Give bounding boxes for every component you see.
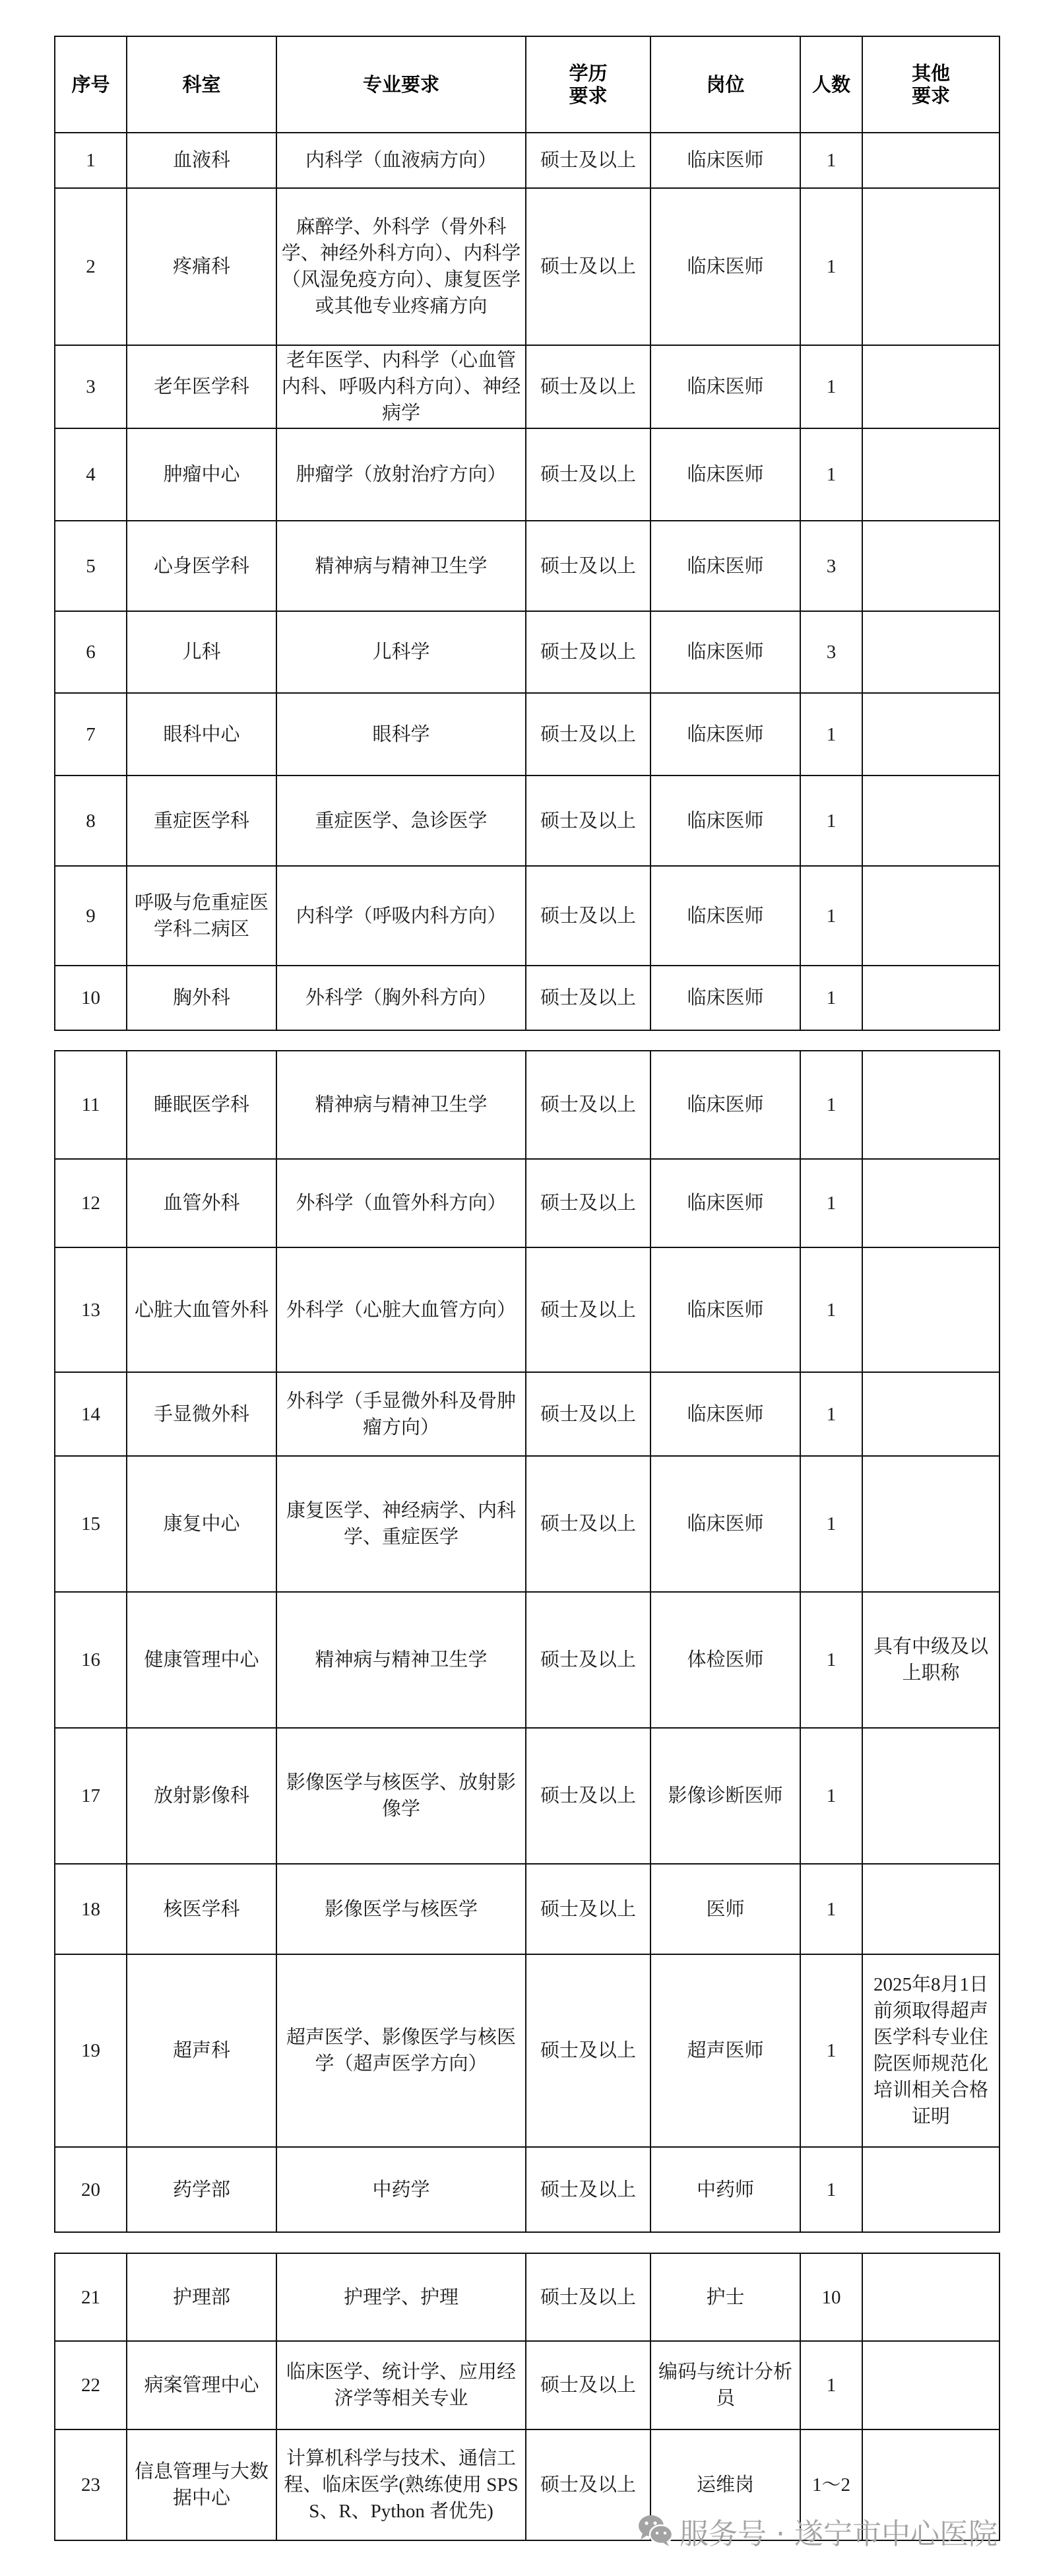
- header-post: 岗位: [650, 36, 800, 133]
- cell-seq: 17: [55, 1728, 127, 1864]
- cell-seq: 4: [55, 428, 127, 521]
- cell-seq: 9: [55, 866, 127, 966]
- cell-seq: 5: [55, 521, 127, 611]
- cell-count: 1: [800, 1864, 862, 1954]
- cell-other: [862, 1247, 999, 1372]
- cell-other: [862, 1372, 999, 1456]
- cell-major: 临床医学、统计学、应用经济学等相关专业: [276, 2341, 526, 2429]
- cell-major: 精神病与精神卫生学: [276, 1592, 526, 1728]
- cell-seq: 18: [55, 1864, 127, 1954]
- cell-edu: 硕士及以上: [526, 2429, 650, 2540]
- cell-count: 3: [800, 611, 862, 693]
- header-education-line2: 要求: [569, 84, 608, 107]
- cell-count: 1: [800, 133, 862, 188]
- cell-major: 肿瘤学（放射治疗方向）: [276, 428, 526, 521]
- cell-post: 体检医师: [650, 1592, 800, 1728]
- cell-major: 外科学（手显微外科及骨肿瘤方向）: [276, 1372, 526, 1456]
- cell-edu: 硕士及以上: [526, 428, 650, 521]
- cell-count: 1: [800, 866, 862, 966]
- table-row: [55, 2341, 999, 2429]
- cell-other: [862, 1159, 999, 1247]
- cell-post: 编码与统计分析员: [650, 2341, 800, 2429]
- cell-seq: 12: [55, 1159, 127, 1247]
- cell-seq: 16: [55, 1592, 127, 1728]
- cell-other: [862, 428, 999, 521]
- cell-other: [862, 1456, 999, 1592]
- cell-major: 麻醉学、外科学（骨外科学、神经外科方向）、内科学（风湿免疫方向）、康复医学或其他专业疼痛方向: [276, 188, 526, 345]
- cell-post: 临床医师: [650, 1247, 800, 1372]
- cell-post: 护士: [650, 2253, 800, 2341]
- header-dept: 科室: [127, 36, 276, 133]
- cell-dept: 核医学科: [127, 1864, 276, 1954]
- table-row: [55, 1728, 999, 1864]
- table-row: [55, 1864, 999, 1954]
- cell-dept: 儿科: [127, 611, 276, 693]
- watermark: [637, 2513, 998, 2556]
- cell-major: 护理学、护理: [276, 2253, 526, 2341]
- cell-seq: 6: [55, 611, 127, 693]
- cell-post: 临床医师: [650, 1159, 800, 1247]
- cell-edu: 硕士及以上: [526, 2147, 650, 2232]
- cell-edu: 硕士及以上: [526, 345, 650, 428]
- watermark-account-name: 遂宁市中心医院: [794, 2517, 998, 2551]
- cell-other: [862, 133, 999, 188]
- cell-other: [862, 611, 999, 693]
- cell-dept: 血液科: [127, 133, 276, 188]
- cell-edu: 硕士及以上: [526, 1592, 650, 1728]
- cell-dept: 康复中心: [127, 1456, 276, 1592]
- cell-post: 临床医师: [650, 693, 800, 776]
- cell-seq: 8: [55, 776, 127, 866]
- cell-edu: 硕士及以上: [526, 1728, 650, 1864]
- cell-dept: 心身医学科: [127, 521, 276, 611]
- cell-edu: 硕士及以上: [526, 693, 650, 776]
- cell-seq: 20: [55, 2147, 127, 2232]
- cell-post: 临床医师: [650, 866, 800, 966]
- cell-post: 临床医师: [650, 345, 800, 428]
- cell-count: 1: [800, 345, 862, 428]
- cell-count: 1: [800, 776, 862, 866]
- recruitment-table-part-3: [54, 2253, 1000, 2541]
- table-row: [55, 2147, 999, 2232]
- cell-other: [862, 1051, 999, 1159]
- cell-major: 老年医学、内科学（心血管内科、呼吸内科方向）、神经病学: [276, 345, 526, 428]
- cell-other: [862, 2341, 999, 2429]
- cell-count: 10: [800, 2253, 862, 2341]
- header-other-line1: 其他: [911, 62, 950, 84]
- cell-major: 中药学: [276, 2147, 526, 2232]
- cell-count: 1: [800, 1247, 862, 1372]
- cell-dept: 护理部: [127, 2253, 276, 2341]
- header-education-line1: 学历: [569, 62, 608, 84]
- cell-seq: 21: [55, 2253, 127, 2341]
- cell-count: 1: [800, 428, 862, 521]
- header-other-line2: 要求: [911, 84, 950, 107]
- cell-dept: 药学部: [127, 2147, 276, 2232]
- cell-post: 临床医师: [650, 428, 800, 521]
- cell-other: [862, 188, 999, 345]
- cell-seq: 15: [55, 1456, 127, 1592]
- cell-post: 临床医师: [650, 776, 800, 866]
- table-row: [55, 345, 999, 428]
- cell-dept: 呼吸与危重症医学科二病区: [127, 866, 276, 966]
- cell-edu: 硕士及以上: [526, 521, 650, 611]
- cell-edu: 硕士及以上: [526, 1456, 650, 1592]
- cell-dept: 胸外科: [127, 966, 276, 1030]
- cell-major: 内科学（血液病方向）: [276, 133, 526, 188]
- table-row: [55, 611, 999, 693]
- header-education: [526, 36, 650, 133]
- table-row: [55, 1159, 999, 1247]
- cell-major: 外科学（血管外科方向）: [276, 1159, 526, 1247]
- cell-dept: 放射影像科: [127, 1728, 276, 1864]
- cell-dept: 血管外科: [127, 1159, 276, 1247]
- cell-edu: 硕士及以上: [526, 1051, 650, 1159]
- cell-seq: 13: [55, 1247, 127, 1372]
- cell-other: [862, 2147, 999, 2232]
- cell-post: 运维岗: [650, 2429, 800, 2540]
- cell-edu: 硕士及以上: [526, 611, 650, 693]
- cell-post: 中药师: [650, 2147, 800, 2232]
- cell-count: 1: [800, 2147, 862, 2232]
- cell-seq: 3: [55, 345, 127, 428]
- cell-post: 影像诊断医师: [650, 1728, 800, 1864]
- cell-other: [862, 966, 999, 1030]
- cell-count: 1: [800, 2341, 862, 2429]
- table-row: [55, 1051, 999, 1159]
- header-other: [862, 36, 999, 133]
- cell-major: 外科学（胸外科方向）: [276, 966, 526, 1030]
- table-row: [55, 1954, 999, 2147]
- cell-edu: 硕士及以上: [526, 133, 650, 188]
- cell-major: 内科学（呼吸内科方向）: [276, 866, 526, 966]
- cell-dept: 老年医学科: [127, 345, 276, 428]
- cell-edu: 硕士及以上: [526, 966, 650, 1030]
- cell-dept: 信息管理与大数据中心: [127, 2429, 276, 2540]
- cell-edu: 硕士及以上: [526, 1159, 650, 1247]
- cell-major: 超声医学、影像医学与核医学（超声医学方向）: [276, 1954, 526, 2147]
- cell-count: 1: [800, 1159, 862, 1247]
- recruitment-table-part-2: [54, 1050, 1000, 2233]
- header-major: 专业要求: [276, 36, 526, 133]
- cell-major: 影像医学与核医学: [276, 1864, 526, 1954]
- header-seq: 序号: [55, 36, 127, 133]
- cell-edu: 硕士及以上: [526, 2341, 650, 2429]
- table-row: [55, 133, 999, 188]
- cell-major: 外科学（心脏大血管方向）: [276, 1247, 526, 1372]
- cell-major: 影像医学与核医学、放射影像学: [276, 1728, 526, 1864]
- cell-count: 1: [800, 966, 862, 1030]
- table-row: [55, 1372, 999, 1456]
- table-row: [55, 693, 999, 776]
- table-row: [55, 1247, 999, 1372]
- cell-post: 临床医师: [650, 133, 800, 188]
- cell-dept: 疼痛科: [127, 188, 276, 345]
- cell-other: [862, 1864, 999, 1954]
- cell-other: [862, 693, 999, 776]
- cell-other: [862, 521, 999, 611]
- cell-major: 精神病与精神卫生学: [276, 1051, 526, 1159]
- cell-seq: 19: [55, 1954, 127, 2147]
- cell-other: 2025年8月1日前须取得超声医学科专业住院医师规范化培训相关合格证明: [862, 1954, 999, 2147]
- wechat-icon: [637, 2513, 674, 2556]
- cell-post: 临床医师: [650, 188, 800, 345]
- cell-post: 临床医师: [650, 521, 800, 611]
- cell-post: 临床医师: [650, 1372, 800, 1456]
- cell-dept: 睡眠医学科: [127, 1051, 276, 1159]
- cell-seq: 14: [55, 1372, 127, 1456]
- cell-post: 医师: [650, 1864, 800, 1954]
- table-header-row: [55, 36, 999, 133]
- cell-count: 1: [800, 693, 862, 776]
- cell-major: 精神病与精神卫生学: [276, 521, 526, 611]
- cell-seq: 2: [55, 188, 127, 345]
- cell-edu: 硕士及以上: [526, 1247, 650, 1372]
- cell-post: 临床医师: [650, 611, 800, 693]
- cell-count: 1: [800, 1728, 862, 1864]
- cell-count: 1: [800, 1954, 862, 2147]
- cell-count: 1: [800, 1592, 862, 1728]
- cell-edu: 硕士及以上: [526, 1372, 650, 1456]
- cell-seq: 7: [55, 693, 127, 776]
- cell-edu: 硕士及以上: [526, 776, 650, 866]
- recruitment-table-part-1: [54, 36, 1000, 1031]
- header-count: 人数: [800, 36, 862, 133]
- table-row: [55, 1456, 999, 1592]
- cell-seq: 10: [55, 966, 127, 1030]
- cell-major: 计算机科学与技术、通信工程、临床医学(熟练使用 SPSS、R、Python 者优先): [276, 2429, 526, 2540]
- cell-seq: 11: [55, 1051, 127, 1159]
- cell-seq: 22: [55, 2341, 127, 2429]
- table-row: [55, 1592, 999, 1728]
- table-row: [55, 188, 999, 345]
- cell-dept: 手显微外科: [127, 1372, 276, 1456]
- cell-major: 儿科学: [276, 611, 526, 693]
- cell-dept: 眼科中心: [127, 693, 276, 776]
- cell-post: 临床医师: [650, 1456, 800, 1592]
- table-row: [55, 866, 999, 966]
- cell-count: 1～2: [800, 2429, 862, 2540]
- cell-edu: 硕士及以上: [526, 1954, 650, 2147]
- cell-edu: 硕士及以上: [526, 1864, 650, 1954]
- cell-edu: 硕士及以上: [526, 188, 650, 345]
- cell-other: [862, 1728, 999, 1864]
- cell-other: 具有中级及以上职称: [862, 1592, 999, 1728]
- cell-other: [862, 2253, 999, 2341]
- cell-count: 1: [800, 188, 862, 345]
- cell-dept: 心脏大血管外科: [127, 1247, 276, 1372]
- cell-major: 重症医学、急诊医学: [276, 776, 526, 866]
- cell-post: 临床医师: [650, 966, 800, 1030]
- cell-post: 临床医师: [650, 1051, 800, 1159]
- table-row: [55, 428, 999, 521]
- cell-major: 眼科学: [276, 693, 526, 776]
- table-row: [55, 521, 999, 611]
- cell-dept: 病案管理中心: [127, 2341, 276, 2429]
- cell-count: 1: [800, 1456, 862, 1592]
- cell-edu: 硕士及以上: [526, 2253, 650, 2341]
- watermark-separator: ·: [776, 2517, 785, 2551]
- cell-dept: 健康管理中心: [127, 1592, 276, 1728]
- cell-other: [862, 776, 999, 866]
- cell-other: [862, 866, 999, 966]
- cell-post: 超声医师: [650, 1954, 800, 2147]
- cell-other: [862, 345, 999, 428]
- cell-seq: 1: [55, 133, 127, 188]
- cell-edu: 硕士及以上: [526, 866, 650, 966]
- cell-dept: 重症医学科: [127, 776, 276, 866]
- watermark-prefix: 服务号: [680, 2517, 767, 2551]
- cell-dept: 超声科: [127, 1954, 276, 2147]
- cell-count: 3: [800, 521, 862, 611]
- cell-count: 1: [800, 1372, 862, 1456]
- cell-major: 康复医学、神经病学、内科学、重症医学: [276, 1456, 526, 1592]
- table-row: [55, 2253, 999, 2341]
- cell-seq: 23: [55, 2429, 127, 2540]
- cell-count: 1: [800, 1051, 862, 1159]
- table-row: [55, 966, 999, 1030]
- cell-dept: 肿瘤中心: [127, 428, 276, 521]
- table-row: [55, 776, 999, 866]
